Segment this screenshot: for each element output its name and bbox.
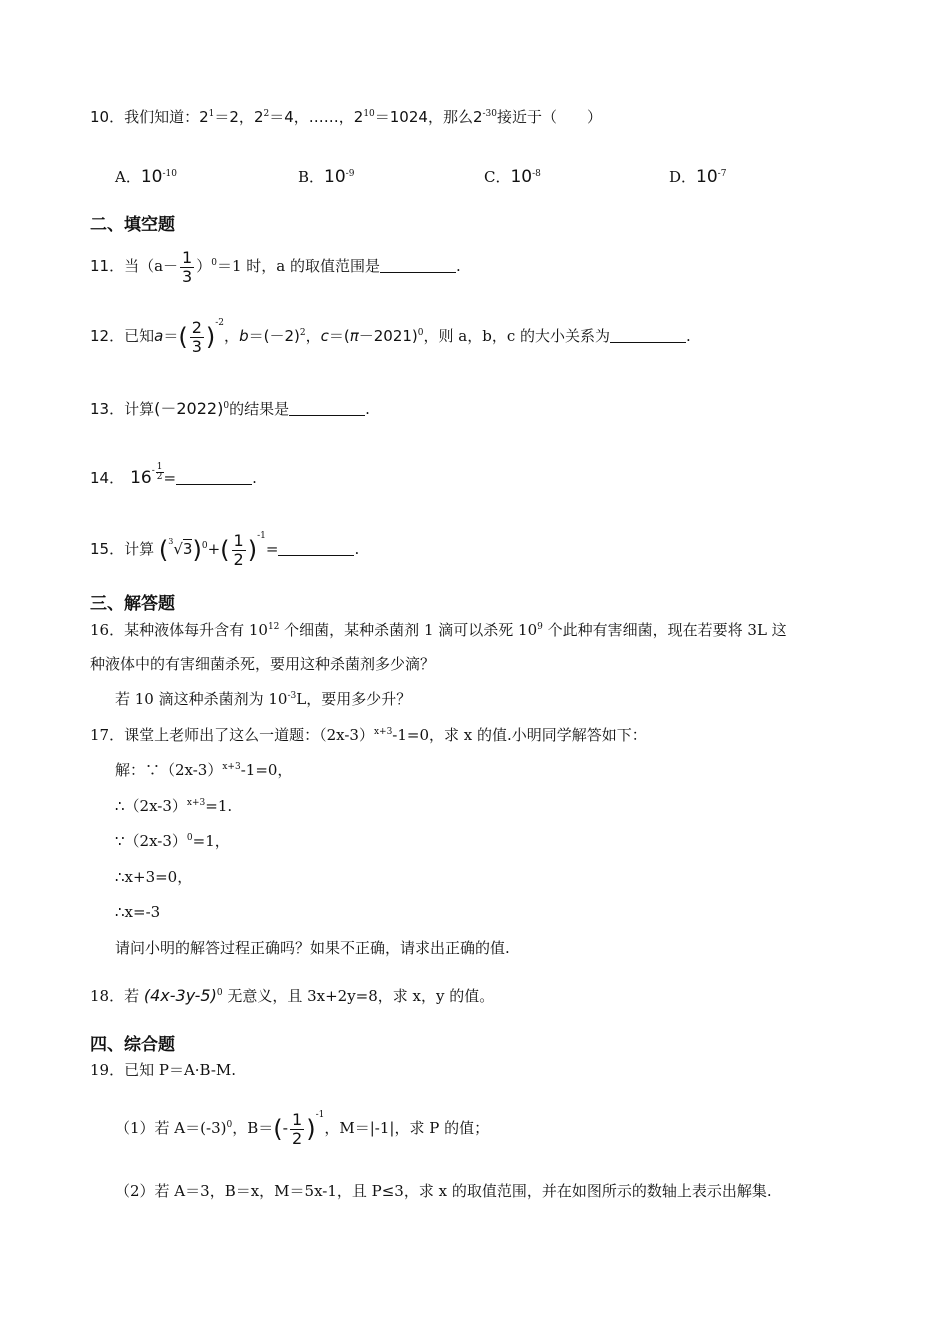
answer-blank bbox=[610, 326, 686, 343]
question-16-line-1: 16．某种液体每升含有 $10^{12}$ 个细菌，某种杀菌剂 1 滴可以杀死 $10^9$ 个此种有害细菌，现在若要将 3L 这 bbox=[90, 621, 787, 639]
option-b: B．$10^{-9}$ bbox=[298, 167, 355, 187]
cube-root-symbol: √ bbox=[173, 540, 183, 558]
question-10: 10．我们知道：$2^1=2$，$2^2=4$，……，$2^{10}=1024$，那么$2^{-30}$接近于（ ） bbox=[90, 108, 603, 126]
exponent-fraction-one-half: $\frac{1}{2}$ bbox=[156, 462, 163, 482]
question-19-line-1: 19．已知 P＝A·B-M. bbox=[90, 1061, 237, 1079]
fraction-one-third: $\frac{1}{3}$ bbox=[182, 247, 193, 286]
question-17-line-7: 请问小明的解答过程正确吗？如果不正确，请求出正确的值. bbox=[115, 939, 510, 957]
section-heading-solve: 三、解答题 bbox=[90, 594, 175, 614]
answer-blank bbox=[278, 539, 354, 556]
question-19-part-1: （1）若 $A=(-3)^0$，B＝(- $\frac{1}{2}$ )$^{-1}$，M＝|-1|，求 P 的值； bbox=[115, 1109, 490, 1148]
question-14: 14． 16- $\frac{1}{2}$ = . bbox=[90, 462, 257, 488]
question-11: 11．当（a－ $\frac{1}{3}$ ）$^0$＝1 时，a 的取值范围是 . bbox=[90, 247, 461, 286]
question-19-part-2: （2）若 A＝3，B＝x，M＝5x-1，且 P≤3，求 x 的取值范围，并在如图所示的数轴上表示出解集. bbox=[115, 1182, 772, 1200]
section-heading-fill-blank: 二、填空题 bbox=[90, 215, 175, 235]
question-12: 12．已知a＝( $\frac{2}{3}$ )$^{-2}$，$b=(-2)^2$，$c=(\pi-2021)^0$，则 a，b，c 的大小关系为 . bbox=[90, 317, 691, 356]
question-13: 13．计算$(-2022)^0$的结果是 . bbox=[90, 399, 370, 418]
question-16-line-3: 若 10 滴这种杀菌剂为 $10^{-3}L$，要用多少升？ bbox=[115, 690, 412, 708]
question-18: 18．若 $(4x-3y-5)^0$ 无意义，且 3x+2y=8，求 x，y 的值。 bbox=[90, 986, 495, 1005]
answer-blank bbox=[289, 399, 365, 416]
question-17-line-2: 解：$\because(2x-3)^{x+3}-1=0$， bbox=[115, 761, 293, 779]
question-16-line-2: 种液体中的有害细菌杀死，要用这种杀菌剂多少滴？ bbox=[90, 655, 436, 673]
answer-blank bbox=[176, 468, 252, 485]
question-17-line-4: $\because(2x-3)^0=1$， bbox=[115, 832, 230, 850]
question-17-line-5: ∴x+3=0， bbox=[115, 868, 193, 886]
fraction-two-thirds: $\frac{2}{3}$ bbox=[191, 317, 202, 356]
section-heading-comprehensive: 四、综合题 bbox=[90, 1035, 175, 1055]
question-17-line-1: 17．课堂上老师出了这么一道题：$(2x-3)^{x+3}-1=0$，求 x 的值.小明同学解答如下： bbox=[90, 726, 647, 744]
question-15: 15．计算 $(^3√3)^0+$( $\frac{1}{2}$ )$^{-1}$= . bbox=[90, 530, 360, 569]
question-17-line-3: $\therefore(2x-3)^{x+3}=1$. bbox=[115, 797, 233, 815]
question-17-line-6: ∴x=-3 bbox=[115, 903, 161, 921]
option-c: C．$10^{-8}$ bbox=[484, 167, 541, 187]
option-d: D．$10^{-7}$ bbox=[669, 167, 727, 187]
fraction-one-half: $\frac{1}{2}$ bbox=[233, 530, 244, 569]
answer-blank bbox=[380, 256, 456, 273]
option-a: A．$10^{-10}$ bbox=[115, 167, 177, 187]
fraction-one-half: $\frac{1}{2}$ bbox=[292, 1109, 303, 1148]
